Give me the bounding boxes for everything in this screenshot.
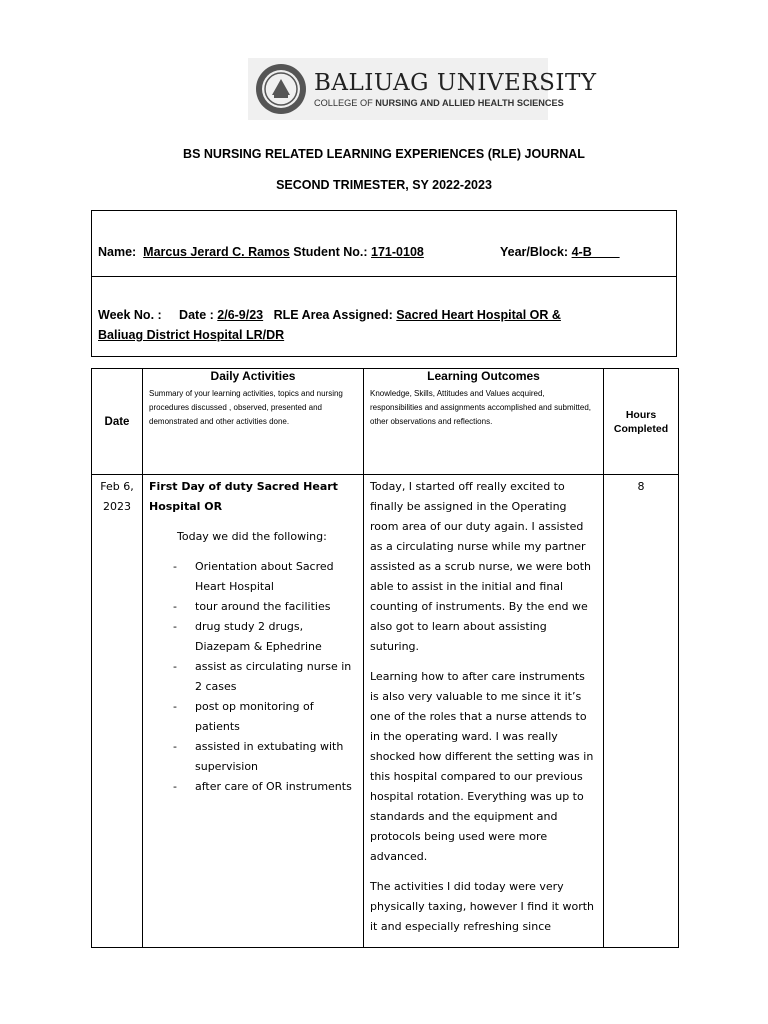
activity-title: First Day of duty Sacred Heart Hospital OR	[149, 480, 338, 513]
date-value: 2/6-9/23	[217, 308, 264, 322]
outcome-paragraph: Today, I started off really excited to finally be assigned in the Operating room area of our duty again. I assisted as a circulating nurse while my partner assisted as a scrub nurse, we were both able to assist in the initial and final counting of instruments. By the end we also got to learn about assisting suturing.	[370, 480, 592, 653]
week-line	[98, 308, 561, 322]
year-block-line	[500, 245, 620, 259]
student-info-line	[98, 245, 424, 259]
outcome-paragraph: The activities I did today were very physically taxing, however I find it worth it and especially refreshing since	[370, 880, 595, 933]
list-item: - drug study 2 drugs, Diazepam & Ephedrine	[149, 617, 359, 657]
entry-date: Feb 6, 2023	[92, 475, 143, 948]
week-label: Week No. :	[98, 308, 162, 322]
university-logo	[248, 58, 597, 120]
logo-college-name: COLLEGE OF NURSING AND ALLIED HEALTH SCIENCES	[314, 98, 564, 108]
area-value-line2: Baliuag District Hospital LR/DR	[98, 328, 285, 342]
entry-hours: 8	[604, 475, 679, 948]
journal-title: BS NURSING RELATED LEARNING EXPERIENCES (RLE) JOURNAL	[183, 147, 585, 161]
list-item: - assist as circulating nurse in 2 cases	[149, 657, 359, 697]
list-item: - tour around the facilities	[149, 597, 359, 617]
student-info-box	[91, 210, 677, 357]
hours-header: Hours Completed	[604, 369, 679, 475]
year-block-label: Year/Block:	[500, 245, 569, 259]
list-item: - assisted in extubating with supervision	[149, 737, 359, 777]
name-label: Name:	[98, 245, 137, 259]
list-item: - after care of OR instruments	[149, 777, 359, 797]
name-value: Marcus Jerard C. Ramos	[143, 245, 290, 259]
date-label: Date :	[179, 308, 214, 322]
date-header: Date	[92, 369, 143, 475]
journal-table	[91, 368, 679, 948]
outcomes-description: Knowledge, Skills, Attitudes and Values acquired, responsibilities and assignments accomplished and submitted, other observations and reflections.	[370, 389, 592, 426]
outcomes-header: Learning Outcomes	[427, 369, 540, 383]
outcome-paragraph: Learning how to after care instruments is also very valuable to me since it it’s one of the roles that a nurse attends to in the operating ward. I was really shocked how different the setting was in this hospital compared to our previous hospital rotation. Everything was up to standards and the equipment and protocols being used were more advanced.	[370, 670, 594, 863]
area-value-line1: Sacred Heart Hospital OR &	[396, 308, 561, 322]
info-divider	[92, 276, 676, 277]
journal-entry-row	[92, 475, 679, 948]
trimester-title: SECOND TRIMESTER, SY 2022-2023	[276, 178, 492, 192]
student-no-value: 171-0108	[371, 245, 424, 259]
activities-description: Summary of your learning activities, topics and nursing procedures discussed , observed, presented and demonstrated and other activities done.	[149, 389, 343, 426]
activities-header-cell	[143, 369, 364, 475]
activity-list	[149, 557, 359, 797]
entry-activities	[143, 475, 364, 948]
activities-header: Daily Activities	[210, 369, 296, 383]
area-line-2	[98, 328, 284, 342]
entry-outcomes	[364, 475, 604, 948]
student-no-label: Student No.:	[293, 245, 368, 259]
outcomes-header-cell	[364, 369, 604, 475]
area-label: RLE Area Assigned:	[273, 308, 393, 322]
activity-intro: Today we did the following:	[177, 530, 327, 543]
journal-header-row	[92, 369, 679, 475]
list-item: - post op monitoring of patients	[149, 697, 359, 737]
logo-university-name: BALIUAG UNIVERSITY	[314, 70, 597, 96]
university-seal-icon	[254, 62, 308, 116]
year-block-value: 4-B____	[571, 245, 620, 259]
list-item: - Orientation about Sacred Heart Hospital	[149, 557, 359, 597]
